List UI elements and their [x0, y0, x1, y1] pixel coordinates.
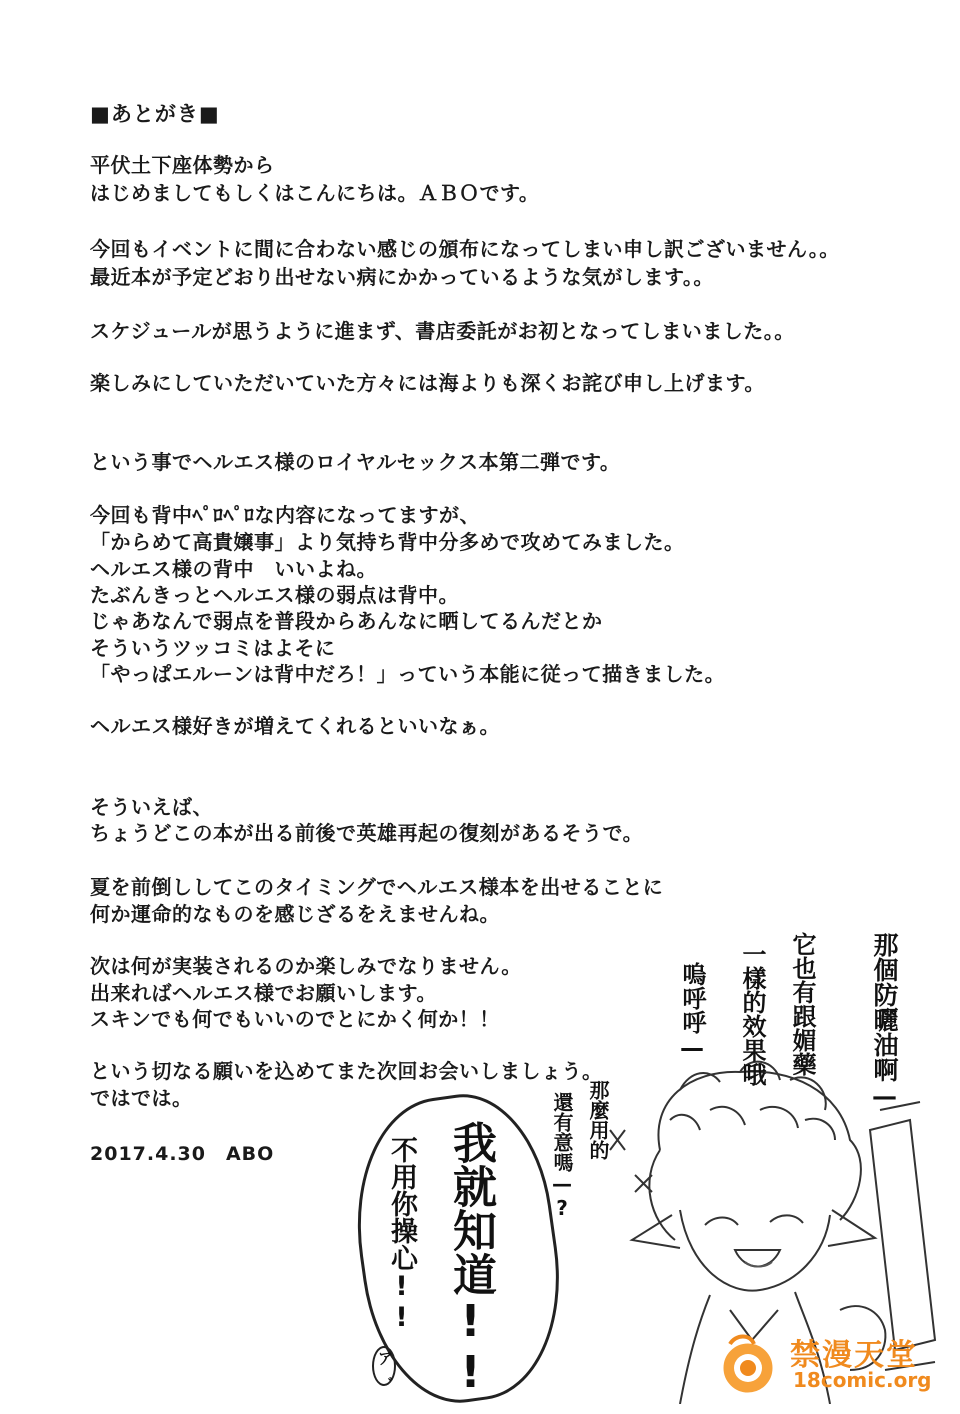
bubble-mark: ア゛	[372, 1346, 396, 1386]
text-line: じゃあなんで弱点を普段からあんなに晒してるんだとか	[90, 609, 603, 633]
speech-text: 嗚呼呼—	[678, 962, 706, 1062]
text-line: 次は何が実装されるのか楽しみでなりません。	[90, 954, 522, 978]
text-line: スキンでも何でもいいのでとにかく何か！！	[90, 1007, 500, 1031]
watermark-url: 18comic.org	[793, 1368, 932, 1392]
text-line: 「やっぱエルーンは背中だろ！」っていう本能に従って描きました。	[90, 662, 726, 686]
text-line: という事でヘルエス様のロイヤルセックス本第二弾です。	[90, 450, 621, 474]
text-line: はじめましてもしくはこんにちは。ＡＢＯです。	[90, 181, 540, 205]
bubble-small-text: 不用你操心!!	[386, 1136, 417, 1333]
bubble-big-text: 我就知道!!	[445, 1120, 496, 1398]
text-line: 今回もイベントに間に合わない感じの頒布になってしまい申し訳ございません。。	[90, 237, 840, 261]
text-line: 「からめて高貴嬢事」より気持ち背中分多めで攻めてみました。	[90, 530, 685, 554]
watermark-title: 禁漫天堂	[790, 1338, 918, 1373]
text-line: そういえば、	[90, 795, 213, 819]
speech-text: 它也有跟媚藥	[788, 932, 816, 1076]
text-line: 何か運命的なものを感じざるをえませんね。	[90, 902, 500, 926]
text-line: 最近本が予定どおり出せない病にかかっているような気がします。。	[90, 265, 714, 289]
text-line: たぶんきっとヘルエス様の弱点は背中。	[90, 583, 459, 607]
text-line: 夏を前倒ししてこのタイミングでヘルエス様本を出せることに	[90, 875, 664, 899]
date-signature: 2017.4.30 ABO	[90, 1143, 275, 1165]
text-line: ちょうどこの本が出る前後で英雄再起の復刻があるそうで。	[90, 821, 644, 845]
text-line: ヘルエス様の背中 いいよね。	[90, 557, 377, 581]
text-line: 楽しみにしていただいていた方々には海よりも深くお詫び申し上げます。	[90, 371, 765, 395]
text-line: ではでは。	[90, 1086, 193, 1110]
text-line: 出来ればヘルエス様でお願いします。	[90, 981, 437, 1005]
speech-text: 一樣的效果哦	[738, 942, 766, 1086]
text-line: 平伏土下座体勢から	[90, 153, 275, 177]
speech-text: 那麼用的	[586, 1080, 610, 1160]
text-line: 今回も背中ﾍﾟﾛﾍﾟﾛな内容になってますが、	[90, 503, 480, 527]
text-line: そういうツッコミはよそに	[90, 636, 336, 660]
text-line: スケジュールが思うように進まず、書店委託がお初となってしまいました。。	[90, 319, 795, 343]
speech-text: 還有意嗎—?	[550, 1092, 574, 1220]
afterword-heading: ■あとがき■	[90, 102, 220, 126]
text-line: ヘルエス様好きが増えてくれるといいなぁ。	[90, 714, 500, 738]
text-line: という切なる願いを込めてまた次回お会いしましょう。	[90, 1059, 603, 1083]
speech-text: 那個防曬油啊—	[870, 932, 899, 1111]
